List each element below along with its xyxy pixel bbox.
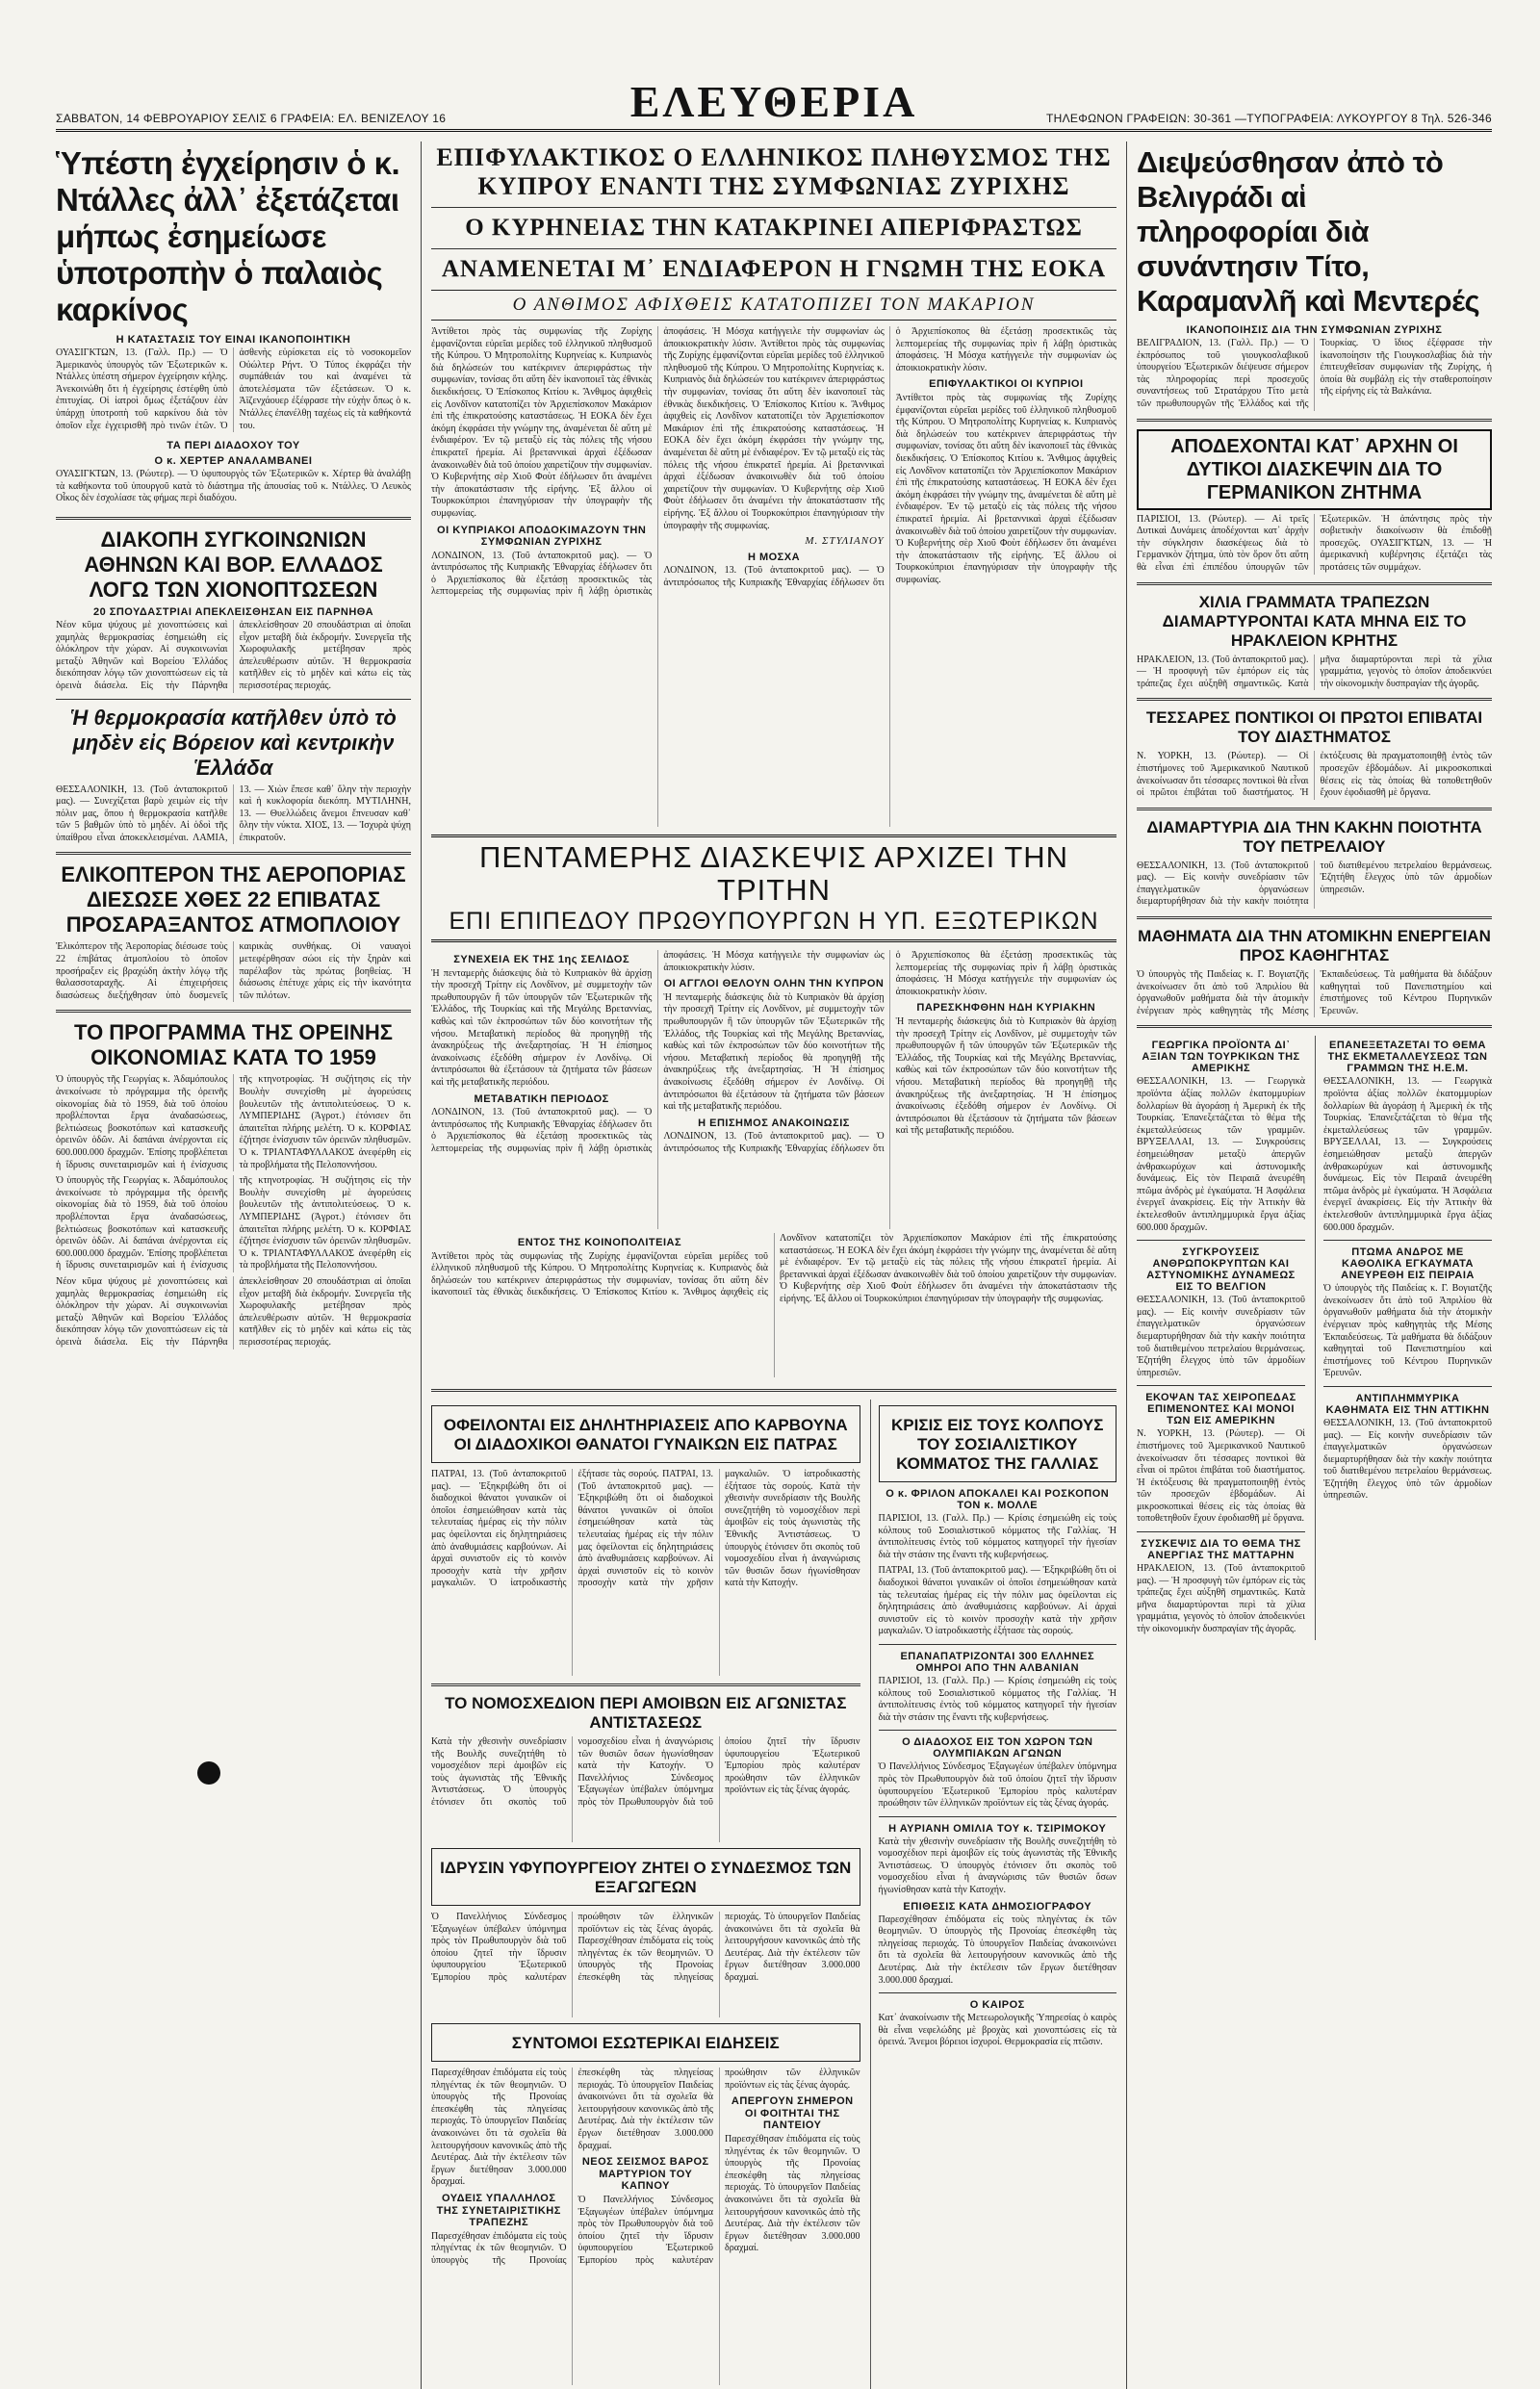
lecture-headline: Η ΑΥΡΙΑΝΗ ΟΜΙΛΙΑ ΤΟΥ κ. ΤΣΙΡΙΜΟΚΟΥ <box>888 1822 1107 1835</box>
commonwealth-article <box>431 1233 1116 1377</box>
snowfall-subheadline: 20 ΣΠΟΥΔΑΣΤΡΙΑΙ ΑΠΕΚΛΕΙΣΘΗΣΑΝ ΕΙΣ ΠΑΡΝΗΘΑ <box>92 605 374 618</box>
heavy-text: Ὁ Πανελλήνιος Σύνδεσμος Ἐξαγωγέων ὑπέβαλεν ὑπόμνημα πρὸς τὸν Πρωθυπουργὸν διὰ τοῦ ὁποίου ζητεῖ τὴν ἵδρυσιν ὑφυπουργείου Ἐξωτερικοῦ Ἐμπορίου πρὸς καλυτέραν προώθησιν τῶν ἑλληνικῶν προϊόντων εἰς τὰς ξένας ἀγοράς. <box>578 2068 860 2266</box>
ministry-text-2: Παρεσχέθησαν ἐπιδόματα εἰς τοὺς πληγέντας ἐκ τῶν θεομηνιῶν. Ὁ ὑπουργὸς τῆς Προνοίας ἐπεσκέφθη τὰς πληγείσας περιοχάς. Τὸ ὑπουργεῖον Παιδείας ἀνακοινώνει ὅτι τὰ σχολεῖα θὰ λειτουργήσουν κανονικῶς ἀπὸ τῆς Δευτέρας. Διὰ τὴν ἐκτέλεσιν τῶν ἔργων διετέθησαν 3.000.000 δραχμαί. <box>578 1912 860 1983</box>
cyprus-article-text: Ἀντίθετοι πρὸς τὰς συμφωνίας τῆς Ζυρίχης ἐμφανίζονται εὐρεῖαι μερίδες τοῦ ἑλληνικοῦ πληθυσμοῦ τῆς Κύπρου. Ὁ Μητροπολίτης Κυρηνείας κ. Κυπριανὸς διὰ δηλώσεών του κατέκρινεν ἀπεριφράστως τὴν συμφωνίαν, τονίσας ὅτι αὕτη δὲν ἱκανοποιεῖ τὰς ἐθνικὰς διεκδικήσεις. Ὁ Ἐπίσκοπος Κιτίου κ. Ἄνθιμος ἀφιχθεὶς εἰς Λονδῖνον κατατοπίζει τὸν Ἀρχιεπίσκοπον Μακάριον ἐπὶ τῆς ἐπικρατούσης καταστάσεως. Ἡ ΕΟΚΑ δὲν ἔχει ἀκόμη ἐκφράσει τὴν γνώμην της, ἀναμένεται δὲ αὕτη μὲ ἐνδιαφέρον. Ἐν τῷ μεταξὺ εἰς τὰς πόλεις τῆς νήσου ἐπικρατεῖ ἡρεμία. Αἱ βρεταννικαὶ ἀρχαὶ ἐξέδωσαν ἀνακοινωθὲν διὰ τοῦ ὁποίου χαιρετίζουν τὴν συμφωνίαν. Ὁ Κυβερνήτης σὲρ Χιοῦ Φοὺτ ἐδήλωσεν ὅτι ἀναμένει τὴν ἀποκατάστασιν τῆς εἰρήνης. Ἐξ ἄλλου οἱ Τουρκοκύπριοι ἐπανηγύρισαν τὴν ὑπογραφὴν τῆς συμφωνίας. <box>431 326 653 519</box>
cyprus-article-text-3: Ἀντίθετοι πρὸς τὰς συμφωνίας τῆς Ζυρίχης ἐμφανίζονται εὐρεῖαι μερίδες τοῦ ἑλληνικοῦ πληθυσμοῦ τῆς Κύπρου. Ὁ Μητροπολίτης Κυρηνείας κ. Κυπριανὸς διὰ δηλώσεών του κατέκρινεν ἀπεριφράστως τὴν συμφωνίαν, τονίσας ὅτι αὕτη δὲν ἱκανοποιεῖ τὰς ἐθνικὰς διεκδικήσεις. Ὁ Ἐπίσκοπος Κιτίου κ. Ἄνθιμος ἀφιχθεὶς εἰς Λονδῖνον κατατοπίζει τὸν Ἀρχιεπίσκοπον Μακάριον ἐπὶ τῆς ἐπικρατούσης καταστάσεως. Ἡ ΕΟΚΑ δὲν ἔχει ἀκόμη ἐκφράσει τὴν γνώμην της, ἀναμένεται δὲ αὕτη μὲ ἐνδιαφέρον. Ἐν τῷ μεταξὺ εἰς τὰς πόλεις τῆς νήσου ἐπικρατεῖ ἡρεμία. Αἱ βρεταννικαὶ ἀρχαὶ ἐξέδωσαν ἀνακοινωθὲν διὰ τοῦ ὁποίου χαιρετίζουν τὴν συμφωνίαν. Ὁ Κυβερνήτης σὲρ Χιοῦ Φοὺτ ἐδήλωσεν ὅτι ἀναμένει τὴν ἀποκατάστασιν τῆς εἰρήνης. Ἐξ ἄλλου οἱ Τουρκοκύπριοι ἐπανηγύρισαν τὴν ὑπογραφὴν τῆς συμφωνίας. <box>663 338 885 531</box>
hem-lines-body: ΘΕΣΣΑΛΟΝΙΚΗ, 13. — Γεωργικὰ προϊόντα ἀξίας πολλῶν ἑκατομμυρίων δολλαρίων θὰ ἀγοράσῃ ἡ Ἀμερικὴ ἐκ τῆς Τουρκίας. Ἐπανεξετάζεται τὸ θέμα τῆς ἐκμεταλλεύσεως τῶν γραμμῶν. ΒΡΥΞΕΛΛΑΙ, 13. — Συγκρούσεις ἐσημειώθησαν μεταξὺ ἀπεργῶν ἀνθρακωρύχων καὶ ἀστυνομικῆς δυνάμεως. Εἰς τὸν Πειραιᾶ ἀνευρέθη πτῶμα ἀνδρὸς μὲ ἐγκαύματα. Ἡ Ἀσφάλεια ἐνεργεῖ ἀνακρίσεις. Εἰς τὴν Ἀττικὴν θὰ ἐκτελεσθοῦν ἀντιπλημμυρικὰ ἔργα ἀξίας 600.000 δραχμῶν. <box>1323 1076 1492 1233</box>
law-headline: ΤΟ ΝΟΜΟΣΧΕΔΙΟΝ ΠΕΡΙ ΑΜΟΙΒΩΝ ΕΙΣ ΑΓΩΝΙΣΤΑΣ ΑΝΤΙΣΤΑΣΕΩΣ <box>445 1694 847 1732</box>
mountain-economy-article-body-3: Νέον κῦμα ψύχους μὲ χιονοπτώσεις καὶ χαμηλὰς θερμοκρασίας ἐσημειώθη εἰς ὁλόκληρον τὴν χώραν. Αἱ συγκοινωνίαι μεταξὺ Ἀθηνῶν καὶ Βορείου Ἑλλάδος διεκόπησαν λόγῳ τῶν χιονοπτώσεων εἰς τὰ ὀρεινὰ διάσελα. Εἰς τὴν Πάρνηθα ἀπεκλείσθησαν 20 σπουδάστριαι αἱ ὁποῖαι εἶχον μεταβῆ διὰ ἐκδρομήν. Συνεργεῖα τῆς Χωροφυλακῆς μετέβησαν πρὸς ἀπελευθέρωσιν αὐτῶν. Ἡ θερμοκρασία κατῆλθεν εἰς τὸ μηδὲν καὶ κάτω εἰς τὰς περισσοτέρας περιοχάς. <box>56 1275 411 1348</box>
dulles-article-body: ΟΥΑΣΙΓΚΤΩΝ, 13. (Γαλλ. Πρ.) — Ὁ Ἀμερικανὸς ὑπουργὸς τῶν Ἐξωτερικῶν κ. Ντάλλες ὑπέστη σήμερον ἐγχείρησιν κήλης. Ἀνεκοινώθη ὅτι ἡ ἐγχείρησις ἐστέφθη ὑπὸ ἐπιτυχίας. Οἱ ἰατροὶ ὅμως ἐξετάζουν ἐὰν ὑπάρχῃ ὑποτροπὴ τοῦ καρκίνου διὰ τὸν ὁποῖον εἶχε ἐγχειρισθῆ πρὸ τινῶν ἐτῶν. Ὁ ἀσθενὴς εὑρίσκεται εἰς τὸ νοσοκομεῖον Οὐώλτερ Ρήντ. Ὁ Τύπος ἐκφράζει τὴν συμπάθειάν του καὶ ἀναμένει τὰ ἀποτελέσματα τῶν ἐξετάσεων. Ὁ κ. Ἀϊζενχάουερ ἐξέφρασε τὴν εὐχὴν ὅπως ὁ κ. Ντάλλες ἐπανέλθῃ ταχέως εἰς τὰ καθήκοντά του. <box>56 347 411 431</box>
dulles-successor-section <box>56 436 411 509</box>
repatriation-headline: ΕΠΑΝΑΠΑΤΡΙΖΟΝΤΑΙ 300 ΕΛΛΗΝΕΣ ΟΜΗΡΟΙ ΑΠΟ ΤΗΝ ΑΛΒΑΝΙΑΝ <box>900 1650 1095 1674</box>
patras-text-2: ΠΑΤΡΑΙ, 13. (Τοῦ ἀνταποκριτοῦ μας). — Ἐξηκριβώθη ὅτι οἱ διαδοχικοὶ θάνατοι γυναικῶν οἱ ὁποῖοι ἐσημειώθησαν κατὰ τὰς τελευταίας ἡμέρας εἰς τὴν πόλιν μας ὀφείλονται εἰς δηλητηριάσεις ἀπὸ ἀναθυμιάσεις καρβούνων. Αἱ ἀρχαὶ συνιστοῦν εἰς τὸ κοινὸν προσοχὴν κατὰ τὴν χρῆσιν μαγκαλιῶν. Ὁ ἰατροδικαστὴς ἐξήτασε τὰς σορούς. <box>578 1469 860 1589</box>
weather-body: Κατ᾿ ἀνακοίνωσιν τῆς Μετεωρολογικῆς Ὑπηρεσίας ὁ καιρὸς θὰ εἶναι νεφελώδης μὲ βροχὰς καὶ χιονοπτώσεις εἰς τὰ ὀρεινά. Ἄνεμοι βόρειοι ἰσχυροί. Θερμοκρασία εἰς πτῶσιν. <box>878 2013 1116 2048</box>
belgrade-headline: Διεψεύσθησαν ἀπὸ τὸ Βελιγράδι αἱ πληροφορίαι διὰ συνάντησιν Τίτο, Καραμανλῆ καὶ Μεντερές <box>1137 145 1480 318</box>
masthead-date-address: ΣΑΒΒΑΤΟΝ, 14 ΦΕΒΡΟΥΑΡΙΟΥ ΣΕΛΙΣ 6 ΓΡΑΦΕΙΑ: ΕΛ. ΒΕΝΙΖΕΛΟΥ 16 <box>56 112 447 125</box>
mountain-economy-article-body: Ὁ ὑπουργὸς τῆς Γεωργίας κ. Ἀδαμόπουλος ἀνεκοίνωσε τὸ πρόγραμμα τῆς ὀρεινῆς οἰκονομίας διὰ τὸ 1959, διὰ τοῦ ὁποίου προβλέπονται ἔργα ἀναδασώσεως, βελτιώσεως βοσκοτόπων καὶ κατασκευῆς ὀρεινῶν ὁδῶν. Αἱ δαπάναι ἀνέρχονται εἰς 600.000.000 δραχμῶν. Ἐπίσης προβλέπεται ἡ ἵδρυσις συνεταιρισμῶν καὶ ἡ ἐνίσχυσις τῆς κτηνοτροφίας. Ἡ συζήτησις εἰς τὴν Βουλὴν συνεχίσθη μὲ ἀγορεύσεις βουλευτῶν τῆς ἀντιπολιτεύσεως. Ὁ κ. ΛΥΜΠΕΡΙΔΗΣ (Ἀγροτ.) ἐτόνισεν ὅτι ἀπαιτεῖται πλήρης μελέτη. Ὁ κ. ΚΟΡΦΙΑΣ ἐζήτησε ἐνίσχυσιν τῶν ὀρεινῶν πληθυσμῶν. Ὁ κ. ΤΡΙΑΝΤΑΦΥΛΛΑΚΟΣ ἀνεφέρθη εἰς τὰ προβλήματα τῆς Πελοποννήσου. <box>56 1074 411 1170</box>
tobacco-text: Παρεσχέθησαν ἐπιδόματα εἰς τοὺς πληγέντας ἐκ τῶν θεομηνιῶν. Ὁ ὑπουργὸς τῆς Προνοίας ἐπεσκέφθη τὰς πληγείσας περιοχάς. Τὸ ὑπουργεῖον Παιδείας ἀνακοινώνει ὅτι τὰ σχολεῖα θὰ λειτουργήσουν κανονικῶς ἀπὸ τῆς Δευτέρας. Διὰ τὴν ἐκτέλεσιν τῶν ἔργων διετέθησαν 3.000.000 δραχμαί. <box>431 2068 713 2266</box>
hem-lines-headline: ΕΠΑΝΕΞΕΤΑΖΕΤΑΙ ΤΟ ΘΕΜΑ ΤΗΣ ΕΚΜΕΤΑΛΛΕΥΣΕΩΣ ΤΩΝ ΓΡΑΜΜΩΝ ΤΗΣ Η.Ε.Μ. <box>1327 1040 1488 1075</box>
conference-article-text: Ἡ πενταμερὴς διάσκεψις διὰ τὸ Κυπριακὸν θὰ ἀρχίσῃ τὴν προσεχῆ Τρίτην εἰς Λονδῖνον, μὲ συμμετοχὴν τῶν πρωθυπουργῶν ἢ τῶν ὑπουργῶν τῶν Ἐξωτερικῶν τῆς Ἑλλάδος, τῆς Τουρκίας καὶ τῆς Μεγάλης Βρεταννίας, καθὼς καὶ τῶν ἐκπροσώπων τῶν δύο κοινοτήτων τῆς νήσου. Μεταβατικὴ περίοδος θὰ προηγηθῇ τῆς ἀνακηρύξεως τῆς ἀνεξαρτησίας. Ἡ Ἡ ἐπίσημος ἀνακοίνωσις ἐξεδόθη σήμερον ἐν Λονδίνῳ. Οἱ ἀντιπρόσωποι θὰ ἐξετάσουν τὰ ζητήματα τῶν βάσεων καὶ τῆς μεταβατικῆς περιόδου. <box>431 967 653 1088</box>
students-text: Παρεσχέθησαν ἐπιδόματα εἰς τοὺς πληγέντας ἐκ τῶν θεομηνιῶν. Ὁ ὑπουργὸς τῆς Προνοίας ἐπεσκέφθη τὰς πληγείσας περιοχάς. Τὸ ὑπουργεῖον Παιδείας ἀνακοινώνει ὅτι τὰ σχολεῖα θὰ λειτουργήσουν κανονικῶς ἀπὸ τῆς Δευτέρας. Διὰ τὴν ἐκτέλεσιν τῶν ἔργων διετέθησαν 3.000.000 δραχμαί. <box>725 2133 860 2254</box>
law-text-2: Ὁ Πανελλήνιος Σύνδεσμος Ἐξαγωγέων ὑπέβαλεν ὑπόμνημα πρὸς τὸν Πρωθυπουργὸν διὰ τοῦ ὁποίου ζητεῖ τὴν ἵδρυσιν ὑφυπουργείου Ἐξωτερικοῦ Ἐμπορίου πρὸς καλυτέραν προώθησιν τῶν ἑλληνικῶν προϊόντων εἰς τὰς ξένας ἀγοράς. <box>578 1736 860 1808</box>
transition-subheadline: ΜΕΤΑΒΑΤΙΚΗ ΠΕΡΙΟΔΟΣ <box>474 1092 609 1105</box>
mattaren-headline: ΣΥΣΚΕΨΙΣ ΔΙΑ ΤΟ ΘΕΜΑ ΤΗΣ ΑΝΕΡΓΙΑΣ ΤΗΣ ΜΑΤΤΑΡΗΝ <box>1141 1538 1301 1562</box>
heraklion-headline: ΧΙΛΙΑ ΓΡΑΜΜΑΤΑ ΤΡΑΠΕΖΩΝ ΔΙΑΜΑΡΤΥΡΟΝΤΑΙ ΚΑΤΑ ΜΗΝΑ ΕΙΣ ΤΟ ΗΡΑΚΛΕΙΟΝ ΚΡΗΤΗΣ <box>1162 592 1467 650</box>
temperature-headline: Ἡ θερμοκρασία κατῆλθεν ὑπὸ τὸ μηδὲν εἰς Βόρειον καὶ κεντρικὴν Ἑλλάδα <box>70 705 397 780</box>
ministry-text: Ὁ Πανελλήνιος Σύνδεσμος Ἐξαγωγέων ὑπέβαλεν ὑπόμνημα πρὸς τὸν Πρωθυπουργὸν διὰ τοῦ ὁποίου ζητεῖ τὴν ἵδρυσιν ὑφυπουργείου Ἐξωτερικοῦ Ἐμπορίου πρὸς καλυτέραν προώθησιν τῶν ἑλληνικῶν προϊόντων εἰς τὰς ξένας ἀγοράς. <box>431 1912 713 1983</box>
tobacco-subheadline: ΟΥΔΕΙΣ ΥΠΑΛΛΗΛΟΣ ΤΗΣ ΣΥΝΕΤΑΙΡΙΣΤΙΚΗΣ ΤΡΑΠΕΖΗΣ <box>436 2192 561 2229</box>
right-column <box>1127 141 1492 2389</box>
patras-text: ΠΑΤΡΑΙ, 13. (Τοῦ ἀνταποκριτοῦ μας). — Ἐξηκριβώθη ὅτι οἱ διαδοχικοὶ θάνατοι γυναικῶν οἱ ὁποῖοι ἐσημειώθησαν κατὰ τὰς τελευταίας ἡμέρας εἰς τὴν πόλιν μας ὀφείλονται εἰς δηλητηριάσεις ἀπὸ ἀναθυμιάσεις καρβούνων. Αἱ ἀρχαὶ συνιστοῦν εἰς τὸ κοινὸν προσοχὴν κατὰ τὴν χρῆσιν μαγκαλιῶν. Ὁ ἰατροδικαστὴς ἐξήτασε τὰς σορούς. <box>431 1469 659 1589</box>
belgrade-subheadline: ΙΚΑΝΟΠΟΙΗΣΙΣ ΔΙΑ ΤΗΝ ΣΥΜΦΩΝΙΑΝ ΖΥΡΙΧΗΣ <box>1186 324 1443 336</box>
moscow-subheadline: Η ΜΟΣΧΑ <box>747 551 801 563</box>
crisis-box <box>879 1405 1117 1482</box>
heavy-subheadline: ΝΕΟΣ ΣΕΙΣΜΟΣ ΒΑΡΟΣ ΜΑΡΤΥΡΙΟΝ ΤΟΥ ΚΑΠΝΟΥ <box>581 2156 709 2193</box>
piraeus-body: Ὁ ὑπουργὸς τῆς Παιδείας κ. Γ. Βογιατζῆς ἀνεκοίνωσεν ὅτι ἀπὸ τοῦ Ἀπριλίου θὰ ὀργανωθοῦν μαθήματα διὰ τὴν ἀτομικὴν ἐνέργειαν πρὸς καθηγητὰς τῆς Μέσης Ἐκπαιδεύσεως. Τὰ μαθήματα θὰ διδάξουν καθηγηταὶ τοῦ Πανεπιστημίου καὶ ἐπιστήμονες τοῦ Κέντρου Πυρηνικῶν Ἐρευνῶν. <box>1323 1283 1492 1379</box>
belgrade-article-body: ΒΕΛΙΓΡΑΔΙΟΝ, 13. (Γαλλ. Πρ.) — Ὁ ἐκπρόσωπος τοῦ γιουγκοσλαβικοῦ ὑπουργείου Ἐξωτερικῶν διέψευσε σήμερον τὰς πληροφορίας περὶ προσεχοῦς συναντήσεως τοῦ Στρατάρχου Τίτο μετὰ τῶν πρωθυπουργῶν τῆς Ἑλλάδος καὶ τῆς Τουρκίας. Ὁ ἴδιος ἐξέφρασε τὴν ἱκανοποίησιν τῆς Γιουγκοσλαβίας διὰ τὴν ἐπιτευχθεῖσαν συμφωνίαν τῆς Ζυρίχης, ἡ ὁποία θὰ συμβάλῃ εἰς τὴν σταθεροποίησιν τῆς εἰρήνης εἰς τὰ Βαλκάνια. <box>1137 338 1492 409</box>
piraeus-body-headline: ΠΤΩΜΑ ΑΝΔΡΟΣ ΜΕ ΚΑΘΟΛΙΚΑ ΕΓΚΑΥΜΑΤΑ ΑΝΕΥΡΕΘΗ ΕΙΣ ΠΕΙΡΑΙΑ <box>1341 1246 1475 1282</box>
olympic-body: Ὁ Πανελλήνιος Σύνδεσμος Ἐξαγωγέων ὑπέβαλεν ὑπόμνημα πρὸς τὸν Πρωθυπουργὸν διὰ τοῦ ὁποίου ζητεῖ τὴν ἵδρυσιν ὑφυπουργείου Ἐξωτερικοῦ Ἐμπορίου πρὸς καλυτέραν προώθησιν τῶν ἑλληνικῶν προϊόντων εἰς τὰς ξένας ἀγοράς. <box>878 1761 1116 1810</box>
patras-text-3: Κατὰ τὴν χθεσινὴν συνεδρίασιν τῆς Βουλῆς συνεζητήθη τὸ νομοσχέδιον περὶ ἀμοιβῶν εἰς τοὺς ἀγωνιστὰς τῆς Ἐθνικῆς Ἀντιστάσεως. Ὁ ὑπουργὸς ἐτόνισεν ὅτι σκοπὸς τοῦ νομοσχεδίου εἶναι ἡ ἀναγνώρισις τῶν θυσιῶν ὅσων ἠγωνίσθησαν κατὰ τὴν Κατοχήν. <box>725 1480 860 1589</box>
official-subheadline: Η ΕΠΙΣΗΜΟΣ ΑΝΑΚΟΙΝΩΣΙΣ <box>698 1117 850 1129</box>
ink-blot <box>197 1761 220 1785</box>
british-article-text: Ἡ πενταμερὴς διάσκεψις διὰ τὸ Κυπριακὸν θὰ ἀρχίσῃ τὴν προσεχῆ Τρίτην εἰς Λονδῖνον, μὲ συμμετοχὴν τῶν πρωθυπουργῶν ἢ τῶν ὑπουργῶν τῶν Ἐξωτερικῶν τῆς Ἑλλάδος, τῆς Τουρκίας καὶ τῆς Μεγάλης Βρεταννίας, καθὼς καὶ τῶν ἐκπροσώπων τῶν δύο κοινοτήτων τῆς νήσου. Μεταβατικὴ περίοδος θὰ προηγηθῇ τῆς ἀνακηρύξεως τῆς ἀνεξαρτησίας. Ἡ Ἡ ἐπίσημος ἀνακοίνωσις ἐξεδόθη σήμερον ἐν Λονδίνῳ. Οἱ ἀντιπρόσωποι θὰ ἐξετάσουν τὰ ζητήματα τῶν βάσεων καὶ τῆς μεταβατικῆς περιόδου. <box>663 991 885 1113</box>
german-question-body: ΠΑΡΙΣΙΟΙ, 13. (Ρώυτερ). — Αἱ τρεῖς Δυτικαὶ Δυνάμεις ἀποδέχονται κατ᾿ ἀρχὴν τὴν σύγκλησιν διασκέψεως διὰ τὸ Γερμανικὸν ζήτημα, ὑπὸ τὸν ὅρον ὅτι αὕτη θὰ εἶναι ἐπὶ ἐπιπέδου ὑπουργῶν τῶν Ἐξωτερικῶν. Ἡ ἀπάντησις πρὸς τὴν σοβιετικὴν διακοίνωσιν θὰ ἐπιδοθῇ προσεχῶς. ΟΥΑΣΙΓΚΤΩΝ, 13. — Ἡ ἀμερικανικὴ κυβέρνησις ἐξετάζει τὰς προτάσεις τῶν συμμάχων. <box>1137 513 1492 573</box>
cyprus-reject-subheadline: ΟΙ ΚΥΠΡΙΑΚΟΙ ΑΠΟΔΟΚΙΜΑΖΟΥΝ ΤΗΝ ΣΥΜΦΩΝΙΑΝ ΖΥΡΙΧΗΣ <box>437 524 647 549</box>
mountain-economy-headline: ΤΟ ΠΡΟΓΡΑΜΜΑ ΤΗΣ ΟΡΕΙΝΗΣ ΟΙΚΟΝΟΜΙΑΣ ΚΑΤΑ ΤΟ 1959 <box>74 1020 393 1070</box>
conference-article-body <box>431 950 1116 1229</box>
helicopter-article-body: Ἑλικόπτερον τῆς Ἀεροπορίας διέσωσε τοὺς 22 ἐπιβάτας ἀτμοπλοίου τὸ ὁποῖον προσήραξεν εἰς βραχώδη ἀκτὴν λόγῳ τῆς θαλασσοταραχῆς. Αἱ ἐπιχειρήσεις διασώσεως διεξήχθησαν ὑπὸ δυσμενεῖς καιρικὰς συνθήκας. Οἱ ναυαγοὶ μετεφέρθησαν σώοι εἰς τὴν ξηρὰν καὶ παρέλαβον τὰς πρώτας βοηθείας. Ἡ διάσωσις ἐπέτυχε χάρις εἰς τὴν ἱκανότητα τῶν πιλότων. <box>56 941 411 1001</box>
space-mice-body: Ν. ΥΟΡΚΗ, 13. (Ρώυτερ). — Οἱ ἐπιστήμονες τοῦ Ἀμερικανικοῦ Ναυτικοῦ ἀνεκοίνωσαν ὅτι τέσσαρες ποντικοὶ θὰ εἶναι οἱ πρῶτοι ἐπιβάται τοῦ διαστήματος. Ἡ ἐκτόξευσις θὰ πραγματοποιηθῇ ἐντὸς τῶν προσεχῶν ἑβδομάδων. Αἱ μικροσκοπικαὶ θέσεις εἰς τὰς ὁποίας θὰ τοποθετηθοῦν ἔχουν ἐφοδιασθῆ μὲ ὄργανα. <box>1137 751 1492 799</box>
crisis-subheadline: Ο κ. ΦΡΙΛΟΝ ΑΠΟΚΑΛΕΙ ΚΑΙ ΡΟΣΚΟΠΟΝ ΤΟΝ κ. ΜΟΛΛΕ <box>886 1488 1110 1511</box>
successor-subheadline: ΤΑ ΠΕΡΙ ΔΙΑΔΟΧΟΥ ΤΟΥ <box>167 440 300 452</box>
mountain-economy-article-body-2: Ὁ ὑπουργὸς τῆς Γεωργίας κ. Ἀδαμόπουλος ἀνεκοίνωσε τὸ πρόγραμμα τῆς ὀρεινῆς οἰκονομίας διὰ τὸ 1959, διὰ τοῦ ὁποίου προβλέπονται ἔργα ἀναδασώσεως, βελτιώσεως βοσκοτόπων καὶ κατασκευῆς ὀρεινῶν ὁδῶν. Αἱ δαπάναι ἀνέρχονται εἰς 600.000.000 δραχμῶν. Ἐπίσης προβλέπεται ἡ ἵδρυσις συνεταιρισμῶν καὶ ἡ ἐνίσχυσις τῆς κτηνοτροφίας. Ἡ συζήτησις εἰς τὴν Βουλὴν συνεχίσθη μὲ ἀγορεύσεις βουλευτῶν τῆς ἀντιπολιτεύσεως. Ὁ κ. ΛΥΜΠΕΡΙΔΗΣ (Ἀγροτ.) ἐτόνισεν ὅτι ἀπαιτεῖται πλήρης μελέτη. Ὁ κ. ΚΟΡΦΙΑΣ ἐζήτησε ἐνίσχυσιν τῶν ὀρεινῶν πληθυσμῶν. Ὁ κ. ΤΡΙΑΝΤΑΦΥΛΛΑΚΟΣ ἀνεφέρθη εἰς τὰ προβλήματα τῆς Πελοποννήσου. <box>56 1175 411 1272</box>
space-mice-headline: ΤΕΣΣΑΡΕΣ ΠΟΝΤΙΚΟΙ ΟΙ ΠΡΩΤΟΙ ΕΠΙΒΑΤΑΙ ΤΟΥ ΔΙΑΣΤΗΜΑΤΟΣ <box>1145 708 1483 747</box>
patras-box <box>431 1405 860 1463</box>
agri-products-headline: ΓΕΩΡΓΙΚΑ ΠΡΟΪΟΝΤΑ ΔΙ᾿ ΑΞΙΑΝ ΤΩΝ ΤΟΥΡΚΙΚΩΝ ΤΗΣ ΑΜΕΡΙΚΗΣ <box>1142 1040 1300 1075</box>
handcuffs-body: Ν. ΥΟΡΚΗ, 13. (Ρώυτερ). — Οἱ ἐπιστήμονες τοῦ Ἀμερικανικοῦ Ναυτικοῦ ἀνεκοίνωσαν ὅτι τέσσαρες ποντικοὶ θὰ εἶναι οἱ πρῶτοι ἐπιβάται τοῦ διαστήματος. Ἡ ἐκτόξευσις θὰ πραγματοποιηθῇ ἐντὸς τῶν προσεχῶν ἑβδομάδων. Αἱ μικροσκοπικαὶ θέσεις εἰς τὰς ὁποίας θὰ τοποθετηθοῦν ἔχουν ἐφοδιασθῆ μὲ ὄργανα. <box>1137 1428 1305 1525</box>
students-subheadline: ΑΠΕΡΓΟΥΝ ΣΗΜΕΡΟΝ ΟΙ ΦΟΙΤΗΤΑΙ ΤΗΣ ΠΑΝΤΕΙΟΥ <box>731 2095 854 2132</box>
short-news-body <box>431 2068 860 2385</box>
middle-bottom-grid <box>431 1400 1116 2389</box>
attica-flood-body: ΘΕΣΣΑΛΟΝΙΚΗ, 13. (Τοῦ ἀνταποκριτοῦ μας). — Εἰς κοινὴν συνεδρίασιν τῶν ἐπαγγελματικῶν ὀργανώσεων διεμαρτυρήθησαν διὰ τὴν κακὴν ποιότητα τοῦ διατιθεμένου πετρελαίου θερμάνσεως. Ἐζητήθη ἔλεγχος ὑπὸ τῶν ἁρμοδίων ὑπηρεσιῶν. <box>1323 1417 1492 1502</box>
sunday-subheadline: ΠΑΡΕΣΚΗΦΘΗΝ ΗΔΗ ΚΥΡΙΑΚΗΝ <box>916 1002 1096 1015</box>
belgium-clash-body: ΘΕΣΣΑΛΟΝΙΚΗ, 13. (Τοῦ ἀνταποκριτοῦ μας). — Εἰς κοινὴν συνεδρίασιν τῶν ἐπαγγελματικῶν ὀργανώσεων διεμαρτυρήθησαν διὰ τὴν κακὴν ποιότητα τοῦ διατιθεμένου πετρελαίου θερμάνσεως. Ἐζητήθη ἔλεγχος ὑπὸ τῶν ἁρμοδίων ὑπηρεσιῶν. <box>1137 1295 1305 1378</box>
sunday-article-text: Ἡ πενταμερὴς διάσκεψις διὰ τὸ Κυπριακὸν θὰ ἀρχίσῃ τὴν προσεχῆ Τρίτην εἰς Λονδῖνον, μὲ συμμετοχὴν τῶν πρωθυπουργῶν ἢ τῶν ὑπουργῶν τῶν Ἐξωτερικῶν τῆς Ἑλλάδος, τῆς Τουρκίας καὶ τῆς Μεγάλης Βρεταννίας, καθὼς καὶ τῶν ἐκπροσώπων τῶν δύο κοινοτήτων τῆς νήσου. Μεταβατικὴ περίοδος θὰ προηγηθῇ τῆς ἀνακηρύξεως τῆς ἀνεξαρτησίας. Ἡ Ἡ ἐπίσημος ἀνακοίνωσις ἐξεδόθη σήμερον ἐν Λονδίνῳ. Οἱ ἀντιπρόσωποι θὰ ἐξετάσουν τὰ ζητήματα τῶν βάσεων καὶ τῆς μεταβατικῆς περιόδου. <box>895 1015 1116 1137</box>
conference-subheadline: ΕΠΙ ΕΠΙΠΕΔΟΥ ΠΡΩΘΥΠΟΥΡΓΩΝ Η ΥΠ. ΕΞΩΤΕΡΙΚΩΝ <box>449 908 1099 935</box>
conference-headline: ΠΕΝΤΑΜΕΡΗΣ ΔΙΑΣΚΕΨΙΣ ΑΡΧΙΖΕΙ ΤΗΝ ΤΡΙΤΗΝ <box>478 840 1069 907</box>
snowfall-headline: ΔΙΑΚΟΠΗ ΣΥΓΚΟΙΝΩΝΙΩΝ ΑΘΗΝΩΝ ΚΑΙ ΒΟΡ. ΕΛΛΑΔΟΣ ΛΟΓΩ ΤΩΝ ΧΙΟΝΟΠΤΩΣΕΩΝ <box>84 527 383 602</box>
mattaren-body: ΗΡΑΚΛΕΙΟΝ, 13. (Τοῦ ἀνταποκριτοῦ μας). — Ἡ προσφυγὴ τῶν ἐμπόρων εἰς τὰς τράπεζας ἔχει αὐξηθῆ σημαντικῶς. Κατὰ μῆνα διαμαρτύρονται περὶ τὰ χίλια γραμμάτια, γεγονὸς τὸ ὁποῖον ἀποδεικνύει τὴν οἰκονομικὴν δυσπραγίαν τῆς ἀγορᾶς. <box>1137 1563 1305 1635</box>
law-text: Κατὰ τὴν χθεσινὴν συνεδρίασιν τῆς Βουλῆς συνεζητήθη τὸ νομοσχέδιον περὶ ἀμοιβῶν εἰς τοὺς ἀγωνιστὰς τῆς Ἐθνικῆς Ἀντιστάσεως. Ὁ ὑπουργὸς ἐτόνισεν ὅτι σκοπὸς τοῦ νομοσχεδίου εἶναι ἡ ἀναγνώρισις τῶν θυσιῶν ὅσων ἠγωνίσθησαν κατὰ τὴν Κατοχήν. <box>431 1736 713 1808</box>
temperature-article-body: ΘΕΣΣΑΛΟΝΙΚΗ, 13. (Τοῦ ἀνταποκριτοῦ μας). — Συνεχίζεται βαρὺ χειμὼν εἰς τὴν πόλιν μας, ὅπου ἡ θερμοκρασία κατῆλθε τῶν 5 βαθμῶν ὑπὸ τὸ μηδέν. Αἱ ὁδοὶ τῆς ὑπαίθρου εἶναι ἀποκεκλεισμέναι. ΛΑΜΙΑ, 13. — Χιὼν ἔπεσε καθ᾿ ὅλην τὴν περιοχὴν καὶ ἡ κυκλοφορία διεκόπη. ΜΥΤΙΛΗΝΗ, 13. — Θυελλώδεις ἄνεμοι ἔπνευσαν καθ᾿ ὅλην τὴν νύκτα. ΧΙΟΣ, 13. — Ἰσχυρὰ ψύχη ἐπικρατοῦν. <box>56 783 411 843</box>
official-article-text: ΛΟΝΔΙΝΟΝ, 13. (Τοῦ ἀνταποκριτοῦ μας). — Ὁ ἀντιπρόσωπος τῆς Κυπριακῆς Ἐθναρχίας ἐδήλωσεν ὅτι ὁ Ἀρχιεπίσκοπος θὰ ἐξετάσῃ προσεκτικῶς τὰς λεπτομερείας τῆς συμφωνίας πρὶν ἢ λάβῃ ὁριστικὰς ἀποφάσεις. Ἡ Μόσχα κατήγγειλε τὴν συμφωνίαν ὡς ἀποικιοκρατικὴν λύσιν. <box>663 950 1116 1154</box>
british-subheadline: ΟΙ ΑΓΓΛΟΙ ΘΕΛΟΥΝ ΟΛΗΝ ΤΗΝ ΚΥΠΡΟΝ <box>663 978 885 990</box>
short-news-text: Παρεσχέθησαν ἐπιδόματα εἰς τοὺς πληγέντας ἐκ τῶν θεομηνιῶν. Ὁ ὑπουργὸς τῆς Προνοίας ἐπεσκέφθη τὰς πληγείσας περιοχάς. Τὸ ὑπουργεῖον Παιδείας ἀνακοινώνει ὅτι τὰ σχολεῖα θὰ λειτουργήσουν κανονικῶς ἀπὸ τῆς Δευτέρας. Διὰ τὴν ἐκτέλεσιν τῶν ἔργων διετέθησαν 3.000.000 δραχμαί. <box>431 2068 567 2188</box>
ministry-box <box>431 1848 860 1906</box>
masthead-phones: ΤΗΛΕΦΩΝΟΝ ΓΡΑΦΕΙΩΝ: 30-361 —ΤΥΠΟΓΡΑΦΕΙΑ: ΛΥΚΟΥΡΓΟΥ 8 Τηλ. 526-346 <box>1045 112 1492 125</box>
conference-headline-box <box>431 835 1116 942</box>
olympic-headline: Ο ΔΙΑΔΟΧΟΣ ΕΙΣ ΤΟΝ ΧΩΡΟΝ ΤΩΝ ΟΛΥΜΠΙΑΚΩΝ ΑΓΩΝΩΝ <box>902 1736 1093 1760</box>
helicopter-headline: ΕΛΙΚΟΠΤΕΡΟΝ ΤΗΣ ΑΕΡΟΠΟΡΙΑΣ ΔΙΕΣΩΣΕ ΧΘΕΣ 22 ΕΠΙΒΑΤΑΣ ΠΡΟΣΑΡΑΞΑΝΤΟΣ ΑΤΜΟΠΛΟΙΟΥ <box>61 862 406 938</box>
commonwealth-text: Ἀντίθετοι πρὸς τὰς συμφωνίας τῆς Ζυρίχης ἐμφανίζονται εὐρεῖαι μερίδες τοῦ ἑλληνικοῦ πληθυσμοῦ τῆς Κύπρου. Ὁ Μητροπολίτης Κυρηνείας κ. Κυπριανὸς διὰ δηλώσεών του κατέκρινεν ἀπεριφράστως τὴν συμφωνίαν, τονίσας ὅτι αὕτη δὲν ἱκανοποιεῖ τὰς ἐθνικὰς διεκδικήσεις. Ὁ Ἐπίσκοπος Κιτίου κ. Ἄνθιμος ἀφιχθεὶς εἰς Λονδῖνον κατατοπίζει τὸν Ἀρχιεπίσκοπον Μακάριον ἐπὶ τῆς ἐπικρατούσης καταστάσεως. Ἡ ΕΟΚΑ δὲν ἔχει ἀκόμη ἐκφράσει τὴν γνώμην της, ἀναμένεται δὲ αὕτη μὲ ἐνδιαφέρον. Ἐν τῷ μεταξὺ εἰς τὰς πόλεις τῆς νήσου ἐπικρατεῖ ἡρεμία. Αἱ βρεταννικαὶ ἀρχαὶ ἐξέδωσαν ἀνακοινωθὲν διὰ τοῦ ὁποίου χαιρετίζουν τὴν συμφωνίαν. Ὁ Κυβερνήτης σὲρ Χιοῦ Φοὺτ ἐδήλωσεν ὅτι ἀναμένει τὴν ἀποκατάστασιν τῆς εἰρήνης. Ἐξ ἄλλου οἱ Τουρκοκύπριοι ἐπανηγύρισαν τὴν ὑπογραφὴν τῆς συμφωνίας. <box>431 1233 1116 1304</box>
masthead <box>56 58 1492 132</box>
atomic-body: Ὁ ὑπουργὸς τῆς Παιδείας κ. Γ. Βογιατζῆς ἀνεκοίνωσεν ὅτι ἀπὸ τοῦ Ἀπριλίου θὰ ὀργανωθοῦν μαθήματα διὰ τὴν ἀτομικὴν ἐνέργειαν πρὸς καθηγητὰς τῆς Μέσης Ἐκπαιδεύσεως. Τὰ μαθήματα θὰ διδάξουν καθηγηταὶ τοῦ Πανεπιστημίου καὶ ἐπιστήμονες τοῦ Κέντρου Πυρηνικῶν Ἐρευνῶν. <box>1137 969 1492 1016</box>
left-column <box>56 141 422 2389</box>
newspaper-title: ΕΛΕΥΘΕΡΙΑ <box>629 77 918 126</box>
lecture-body: Κατὰ τὴν χθεσινὴν συνεδρίασιν τῆς Βουλῆς συνεζητήθη τὸ νομοσχέδιον περὶ ἀμοιβῶν εἰς τοὺς ἀγωνιστὰς τῆς Ἐθνικῆς Ἀντιστάσεως. Ὁ ὑπουργὸς ἐτόνισεν ὅτι σκοπὸς τοῦ νομοσχεδίου εἶναι ἡ ἀναγνώρισις τῶν θυσιῶν ὅσων ἠγωνίσθησαν κατὰ τὴν Κατοχήν. <box>878 1836 1116 1896</box>
kyrenia-headline: Ο ΚΥΡΗΝΕΙΑΣ ΤΗΝ ΚΑΤΑΚΡΙΝΕΙ ΑΠΕΡΙΦΡΑΣΤΩΣ <box>465 215 1083 241</box>
eoka-headline: ΑΝΑΜΕΝΕΤΑΙ Μ᾿ ΕΝΔΙΑΦΕΡΟΝ Η ΓΝΩΜΗ ΤΗΣ ΕΟΚΑ <box>441 256 1107 282</box>
attica-flood-headline: ΑΝΤΙΠΛΗΜΜΥΡΙΚΑ ΚΑΘΗΜΑΤΑ ΕΙΣ ΤΗΝ ΑΤΤΙΚΗΝ <box>1325 1392 1490 1416</box>
continued-from-front: ΣΥΝΕΧΕΙΑ ΕΚ ΤΗΣ 1ης ΣΕΛΙΔΟΣ <box>453 954 630 965</box>
german-question-headline: ΑΠΟΔΕΧΟΝΤΑΙ ΚΑΤ᾿ ΑΡΧΗΝ ΟΙ ΔΥΤΙΚΟΙ ΔΙΑΣΚΕΨΙΝ ΔΙΑ ΤΟ ΓΕΡΜΑΝΙΚΟΝ ΖΗΤΗΜΑ <box>1137 429 1492 510</box>
middle-column <box>422 141 1127 2389</box>
cypriots-subheadline: ΕΠΙΦΥΛΑΚΤΙΚΟΙ ΟΙ ΚΥΠΡΙΟΙ <box>929 378 1084 391</box>
middle-lower-section <box>431 1233 1116 1381</box>
herter-article-body: ΟΥΑΣΙΓΚΤΩΝ, 13. (Ρώυτερ). — Ὁ ὑφυπουργὸς τῶν Ἐξωτερικῶν κ. Χέρτερ θὰ ἀναλάβῃ τὰ καθήκοντα τοῦ ὑπουργοῦ κατὰ τὸ διάστημα τῆς ἀπουσίας τοῦ κ. Ντάλλες. Ὁ Λευκὸς Οἶκος δὲν ἐσχολίασε τὰς φήμας περὶ διαδόχου. <box>56 469 411 504</box>
handcuffs-headline: ΕΚΟΨΑΝ ΤΑΣ ΧΕΙΡΟΠΕΔΑΣ ΕΠΙΜΕΝΟΝΤΕΣ ΚΑΙ ΜΟΝΟΙ ΤΩΝ ΕΙΣ ΑΜΕΡΙΚΗΝ <box>1145 1392 1296 1427</box>
belgium-clash-headline: ΣΥΓΚΡΟΥΣΕΙΣ ΑΝΘΡΩΠΟΚΡΥΠΤΩΝ ΚΑΙ ΑΣΤΥΝΟΜΙΚΗΣ ΔΥΝΑΜΕΩΣ ΕΙΣ ΤΟ ΒΕΛΓΙΟΝ <box>1146 1246 1296 1294</box>
dulles-subheadline: Η ΚΑΤΑΣΤΑΣΙΣ ΤΟΥ ΕΙΝΑΙ ΙΚΑΝΟΠΟΙΗΤΙΚΗ <box>116 334 351 346</box>
appeals-headline: ΕΠΙΘΕΣΙΣ ΚΑΤΑ ΔΗΜΟΣΙΟΓΡΑΦΟΥ <box>903 1900 1092 1913</box>
agri-products-body: ΘΕΣΣΑΛΟΝΙΚΗ, 13. — Γεωργικὰ προϊόντα ἀξίας πολλῶν ἑκατομμυρίων δολλαρίων θὰ ἀγοράσῃ ἡ Ἀμερικὴ ἐκ τῆς Τουρκίας. Ἐπανεξετάζεται τὸ θέμα τῆς ἐκμεταλλεύσεως τῶν γραμμῶν. ΒΡΥΞΕΛΛΑΙ, 13. — Συγκρούσεις ἐσημειώθησαν μεταξὺ ἀπεργῶν ἀνθρακωρύχων καὶ ἀστυνομικῆς δυνάμεως. Εἰς τὸν Πειραιᾶ ἀνευρέθη πτῶμα ἀνδρὸς μὲ ἐγκαύματα. Ἡ Ἀσφάλεια ἐνεργεῖ ἀνακρίσεις. Εἰς τὴν Ἀττικὴν θὰ ἐκτελεσθοῦν ἀντιπλημμυρικὰ ἔργα ἀξίας 600.000 δραχμῶν. <box>1137 1076 1305 1233</box>
cyprus-main-headline: ΕΠΙΦΥΛΑΚΤΙΚΟΣ Ο ΕΛΛΗΝΙΚΟΣ ΠΛΗΘΥΣΜΟΣ ΤΗΣ ΚΥΠΡΟΥ ΕΝΑΝΤΙ ΤΗΣ ΣΥΜΦΩΝΙΑΣ ΖΥΡΙΧΗΣ <box>436 143 1112 200</box>
crisis-article-body: ΠΑΡΙΣΙΟΙ, 13. (Γαλλ. Πρ.) — Κρίσις ἐσημειώθη εἰς τοὺς κόλπους τοῦ Σοσιαλιστικοῦ κόμματος τῆς Γαλλίας. Ἡ ἀντιπολίτευσις ἐντὸς τοῦ κόμματος κατηγορεῖ τὴν ἡγεσίαν διὰ τὴν στάσιν της ἔναντι τῆς κυβερνήσεως. <box>878 1513 1116 1560</box>
crisis-headline: ΚΡΙΣΙΣ ΕΙΣ ΤΟΥΣ ΚΟΛΠΟΥΣ ΤΟΥ ΣΟΣΙΑΛΙΣΤΙΚΟΥ ΚΟΜΜΑΤΟΣ ΤΗΣ ΓΑΛΛΙΑΣ <box>891 1416 1104 1473</box>
heraklion-body: ΗΡΑΚΛΕΙΟΝ, 13. (Τοῦ ἀνταποκριτοῦ μας). — Ἡ προσφυγὴ τῶν ἐμπόρων εἰς τὰς τράπεζας ἔχει αὐξηθῆ σημαντικῶς. Κατὰ μῆνα διαμαρτύρονται περὶ τὰ χίλια γραμμάτια, γεγονὸς τὸ ὁποῖον ἀποδεικνύει τὴν οἰκονομικὴν δυσπραγίαν τῆς ἀγορᾶς. <box>1137 654 1492 689</box>
dulles-headline: Ὑπέστη ἐγχείρησιν ὁ κ. Ντάλλες ἀλλ᾿ ἐξετάζεται μήπως ἐσημείωσε ὑποτροπὴν ὁ παλαιὸς καρκίνος <box>56 145 400 327</box>
repatriation-body: ΠΑΡΙΣΙΟΙ, 13. (Γαλλ. Πρ.) — Κρίσις ἐσημειώθη εἰς τοὺς κόλπους τοῦ Σοσιαλιστικοῦ κόμματος τῆς Γαλλίας. Ἡ ἀντιπολίτευσις ἐντὸς τοῦ κόμματος κατηγορεῖ τὴν ἡγεσίαν διὰ τὴν στάσιν της ἔναντι τῆς κυβερνήσεως. <box>878 1675 1116 1723</box>
law-article-body <box>431 1736 860 1842</box>
moscow-article-text: ΛΟΝΔΙΝΟΝ, 13. (Τοῦ ἀνταποκριτοῦ μας). — Ὁ ἀντιπρόσωπος τῆς Κυπριακῆς Ἐθναρχίας ἐδήλωσεν ὅτι ὁ Ἀρχιεπίσκοπος θὰ ἐξετάσῃ προσεκτικῶς τὰς λεπτομερείας τῆς συμφωνίας πρὶν ἢ λάβῃ ὁριστικὰς ἀποφάσεις. Ἡ Μόσχα κατήγγειλε τὴν συμφωνίαν ὡς ἀποικιοκρατικὴν λύσιν. <box>663 326 1116 588</box>
anthimos-subheadline: Ο ΑΝΘΙΜΟΣ ΑΦΙΧΘΕΙΣ ΚΑΤΑΤΟΠΙΖΕΙ ΤΟΝ ΜΑΚΑΡΙΟΝ <box>431 290 1116 321</box>
patras-headline: ΟΦΕΙΛΟΝΤΑΙ ΕΙΣ ΔΗΛΗΤΗΡΙΑΣΕΙΣ ΑΠΟ ΚΑΡΒΟΥΝΑ ΟΙ ΔΙΑΔΟΧΙΚΟΙ ΘΑΝΑΤΟΙ ΓΥΝΑΙΚΩΝ ΕΙΣ ΠΑΤΡΑΣ <box>443 1416 848 1453</box>
cypriots-article-text: Ἀντίθετοι πρὸς τὰς συμφωνίας τῆς Ζυρίχης ἐμφανίζονται εὐρεῖαι μερίδες τοῦ ἑλληνικοῦ πληθυσμοῦ τῆς Κύπρου. Ὁ Μητροπολίτης Κυρηνείας κ. Κυπριανὸς διὰ δηλώσεών του κατέκρινεν ἀπεριφράστως τὴν συμφωνίαν, τονίσας ὅτι αὕτη δὲν ἱκανοποιεῖ τὰς ἐθνικὰς διεκδικήσεις. Ὁ Ἐπίσκοπος Κιτίου κ. Ἄνθιμος ἀφιχθεὶς εἰς Λονδῖνον κατατοπίζει τὸν Ἀρχιεπίσκοπον Μακάριον ἐπὶ τῆς ἐπικρατούσης καταστάσεως. Ἡ ΕΟΚΑ δὲν ἔχει ἀκόμη ἐκφράσει τὴν γνώμην της, ἀναμένεται δὲ αὕτη μὲ ἐνδιαφέρον. Ἐν τῷ μεταξὺ εἰς τὰς πόλεις τῆς νήσου ἐπικρατεῖ ἡρεμία. Αἱ βρεταννικαὶ ἀρχαὶ ἐξέδωσαν ἀνακοινωθὲν διὰ τοῦ ὁποίου χαιρετίζουν τὴν συμφωνίαν. Ὁ Κυβερνήτης σὲρ Χιοῦ Φοὺτ ἐδήλωσεν ὅτι ἀναμένει τὴν ἀποκατάστασιν τῆς εἰρήνης. Ἐξ ἄλλου οἱ Τουρκοκύπριοι ἐπανηγύρισαν τὴν ὑπογραφὴν τῆς συμφωνίας. <box>895 392 1116 585</box>
cyprus-article-body <box>431 326 1116 827</box>
page-columns <box>56 141 1492 2389</box>
cyprus-byline: Μ. ΣΤΥΛΙΑΝΟΥ <box>805 535 885 548</box>
ministry-article-body <box>431 1912 860 2017</box>
short-news-headline: ΣΥΝΤΟΜΟΙ ΕΣΩΤΕΡΙΚΑΙ ΕΙΔΗΣΕΙΣ <box>511 2034 780 2052</box>
right-bottom-grid <box>1137 1036 1492 1639</box>
appeals-body: Παρεσχέθησαν ἐπιδόματα εἰς τοὺς πληγέντας ἐκ τῶν θεομηνιῶν. Ὁ ὑπουργὸς τῆς Προνοίας ἐπεσκέφθη τὰς πληγείσας περιοχάς. Τὸ ὑπουργεῖον Παιδείας ἀνακοινώνει ὅτι τὰ σχολεῖα θὰ λειτουργήσουν κανονικῶς ἀπὸ τῆς Δευτέρας. Διὰ τὴν ἐκτέλεσιν τῶν ἔργων διετέθησαν 3.000.000 δραχμαί. <box>878 1914 1116 1986</box>
petroleum-headline: ΔΙΑΜΑΡΤΥΡΙΑ ΔΙΑ ΤΗΝ ΚΑΚΗΝ ΠΟΙΟΤΗΤΑ ΤΟΥ ΠΕΤΡΕΛΑΙΟΥ <box>1146 817 1482 856</box>
short-news-box <box>431 2023 860 2062</box>
ministry-headline: ΙΔΡΥΣΙΝ ΥΦΥΠΟΥΡΓΕΙΟΥ ΖΗΤΕΙ Ο ΣΥΝΔΕΣΜΟΣ ΤΩΝ ΕΞΑΓΩΓΕΩΝ <box>440 1859 852 1896</box>
patras-article-body <box>431 1469 860 1676</box>
petroleum-body: ΘΕΣΣΑΛΟΝΙΚΗ, 13. (Τοῦ ἀνταποκριτοῦ μας). — Εἰς κοινὴν συνεδρίασιν τῶν ἐπαγγελματικῶν ὀργανώσεων διεμαρτυρήθησαν διὰ τὴν κακὴν ποιότητα τοῦ διατιθεμένου πετρελαίου θερμάνσεως. Ἐζητήθη ἔλεγχος ὑπὸ τῶν ἁρμοδίων ὑπηρεσιῶν. <box>1137 860 1492 908</box>
snowfall-article-body: Νέον κῦμα ψύχους μὲ χιονοπτώσεις καὶ χαμηλὰς θερμοκρασίας ἐσημειώθη εἰς ὁλόκληρον τὴν χώραν. Αἱ συγκοινωνίαι μεταξὺ Ἀθηνῶν καὶ Βορείου Ἑλλάδος διεκόπησαν λόγῳ τῶν χιονοπτώσεων εἰς τὰ ὀρεινὰ διάσελα. Εἰς τὴν Πάρνηθα ἀπεκλείσθησαν 20 σπουδάστριαι αἱ ὁποῖαι εἶχον μεταβῆ διὰ ἐκδρομήν. Συνεργεῖα τῆς Χωροφυλακῆς μετέβησαν πρὸς ἀπελευθέρωσιν αὐτῶν. Ἡ θερμοκρασία κατῆλθεν εἰς τὸ μηδὲν καὶ κάτω εἰς τὰς περισσοτέρας περιοχάς. <box>56 619 411 691</box>
cyprus-article-text-2: ΛΟΝΔΙΝΟΝ, 13. (Τοῦ ἀνταποκριτοῦ μας). — Ὁ ἀντιπρόσωπος τῆς Κυπριακῆς Ἐθναρχίας ἐδήλωσεν ὅτι ὁ Ἀρχιεπίσκοπος θὰ ἐξετάσῃ προσεκτικῶς τὰς λεπτομερείας τῆς συμφωνίας πρὶν ἢ λάβῃ ὁριστικὰς ἀποφάσεις. Ἡ Μόσχα κατήγγειλε τὴν συμφωνίαν ὡς ἀποικιοκρατικὴν λύσιν. <box>431 326 885 598</box>
commonwealth-subheadline: ΕΝΤΟΣ ΤΗΣ ΚΟΙΝΟΠΟΛΙΤΕΙΑΣ <box>517 1237 682 1248</box>
crisis-article-body-2: ΠΑΤΡΑΙ, 13. (Τοῦ ἀνταποκριτοῦ μας). — Ἐξηκριβώθη ὅτι οἱ διαδοχικοὶ θάνατοι γυναικῶν οἱ ὁποῖοι ἐσημειώθησαν κατὰ τὰς τελευταίας ἡμέρας εἰς τὴν πόλιν μας ὀφείλονται εἰς δηλητηριάσεις ἀπὸ ἀναθυμιάσεις καρβούνων. Αἱ ἀρχαὶ συνιστοῦν εἰς τὸ κοινὸν προσοχὴν κατὰ τὴν χρῆσιν μαγκαλιῶν. Ὁ ἰατροδικαστὴς ἐξήτασε τὰς σορούς. <box>878 1565 1116 1637</box>
atomic-headline: ΜΑΘΗΜΑΤΑ ΔΙΑ ΤΗΝ ΑΤΟΜΙΚΗΝ ΕΝΕΡΓΕΙΑΝ ΠΡΟΣ ΚΑΘΗΓΗΤΑΣ <box>1138 927 1491 965</box>
transition-article-text: ΛΟΝΔΙΝΟΝ, 13. (Τοῦ ἀνταποκριτοῦ μας). — Ὁ ἀντιπρόσωπος τῆς Κυπριακῆς Ἐθναρχίας ἐδήλωσεν ὅτι ὁ Ἀρχιεπίσκοπος θὰ ἐξετάσῃ προσεκτικῶς τὰς λεπτομερείας τῆς συμφωνίας πρὶν ἢ λάβῃ ὁριστικὰς ἀποφάσεις. Ἡ Μόσχα κατήγγειλε τὴν συμφωνίαν ὡς ἀποικιοκρατικὴν λύσιν. <box>431 950 885 1154</box>
weather-headline: Ο ΚΑΙΡΟΣ <box>969 1999 1025 2012</box>
herter-subheadline: Ο κ. ΧΕΡΤΕΡ ΑΝΑΛΑΜΒΑΝΕΙ <box>154 455 313 468</box>
